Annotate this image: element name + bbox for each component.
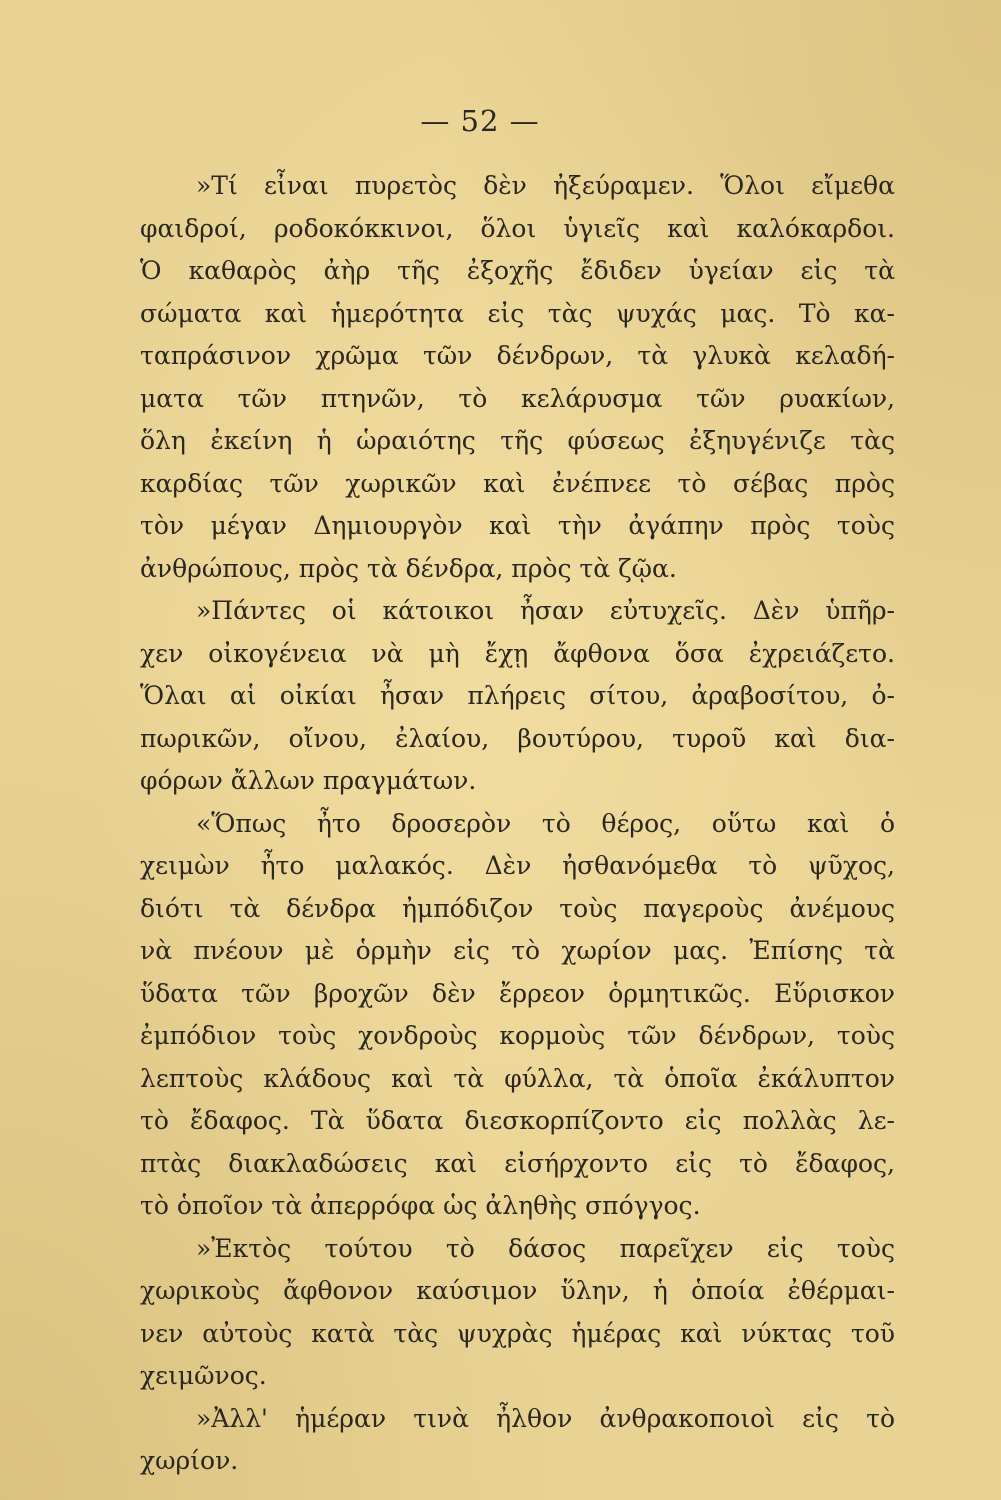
text-line: ταπράσινον χρῶμα τῶν δένδρων, τὰ γλυκὰ κελαδή- <box>140 341 895 370</box>
text-line: πωρικῶν, οἴνου, ἐλαίου, βουτύρου, τυροῦ καὶ δια- <box>140 723 895 753</box>
text-line: νεν αὐτοὺς κατὰ τὰς ψυχρὰς ἡμέρας καὶ νύκτας τοῦ <box>140 1318 895 1348</box>
text-line: »Ἐκτὸς τούτου τὸ δάσος παρεῖχεν εἰς τοὺς <box>196 1233 895 1263</box>
text-line: »Πάντες οἱ κάτοικοι ἦσαν εὐτυχεῖς. Δὲν ὑπῆρ- <box>196 596 895 625</box>
body-text <box>140 165 895 1483</box>
text-line: ματα τῶν πτηνῶν, τὸ κελάρυσμα τῶν ρυακίων, <box>140 383 895 413</box>
text-line: χειμῶνος. <box>140 1361 267 1390</box>
text-line: »Ἀλλ' ἡμέραν τινὰ ἦλθον ἀνθρακοποιοὶ εἰς τὸ <box>196 1403 895 1433</box>
page-number: — 52 — <box>420 104 540 138</box>
text-line: ὅλη ἐκείνη ἡ ὡραιότης τῆς φύσεως ἐξηυγένιζε τὰς <box>140 426 895 455</box>
text-line: πτὰς διακλαδώσεις καὶ εἰσήρχοντο εἰς τὸ ἔδαφος, <box>140 1148 895 1178</box>
text-line: Ὁ καθαρὸς ἀὴρ τῆς ἐξοχῆς ἔδιδεν ὑγείαν εἰς τὰ <box>140 256 895 285</box>
text-line: ἀνθρώπους, πρὸς τὰ δένδρα, πρὸς τὰ ζῷα. <box>140 553 677 583</box>
text-line: χειμὼν ἦτο μαλακός. Δὲν ἠσθανόμεθα τὸ ψῦχος, <box>140 851 895 880</box>
text-line: νὰ πνέουν μὲ ὁρμὴν εἰς τὸ χωρίον μας. Ἐπίσης τὰ <box>140 936 895 965</box>
text-line: Ὅλαι αἱ οἰκίαι ἦσαν πλήρεις σίτου, ἀραβοσίτου, ὀ- <box>140 681 895 710</box>
text-line: ἐμπόδιον τοὺς χονδροὺς κορμοὺς τῶν δένδρων, τοὺς <box>140 1021 895 1050</box>
text-line: σώματα καὶ ἡμερότητα εἰς τὰς ψυχάς μας. Τὸ κα- <box>140 298 895 328</box>
text-line: »Τί εἶναι πυρετὸς δὲν ἠξεύραμεν. Ὅλοι εἴμεθα <box>196 171 895 200</box>
text-line: διότι τὰ δένδρα ἠμπόδιζον τοὺς παγεροὺς ἀνέμους <box>140 893 895 923</box>
text-line: λεπτοὺς κλάδους καὶ τὰ φύλλα, τὰ ὁποῖα ἐκάλυπτον <box>140 1063 895 1093</box>
text-line: ὕδατα τῶν βροχῶν δὲν ἔρρεον ὁρμητικῶς. Εὕρισκον <box>140 978 895 1008</box>
text-line: «Ὅπως ἦτο δροσερὸν τὸ θέρος, οὕτω καὶ ὁ <box>196 808 895 838</box>
text-line: καρδίας τῶν χωρικῶν καὶ ἐνέπνεε τὸ σέβας πρὸς <box>140 468 895 498</box>
text-line: χωρίον. <box>140 1446 239 1475</box>
text-line: τὸ ὁποῖον τὰ ἀπερρόφα ὡς ἀληθὴς σπόγγος. <box>140 1191 701 1220</box>
text-line: χωρικοὺς ἄφθονον καύσιμον ὕλην, ἡ ὁποία ἐθέρμαι- <box>140 1276 895 1305</box>
text-line: τὸν μέγαν Δημιουργὸν καὶ τὴν ἀγάπην πρὸς τοὺς <box>140 511 895 540</box>
text-line: τὸ ἔδαφος. Τὰ ὕδατα διεσκορπίζοντο εἰς πολλὰς λε- <box>140 1106 895 1135</box>
text-line: χεν οἰκογένεια νὰ μὴ ἔχῃ ἄφθονα ὅσα ἐχρειάζετο. <box>140 638 895 668</box>
text-line: φόρων ἄλλων πραγμάτων. <box>140 766 477 795</box>
text-line: φαιδροί, ροδοκόκκινοι, ὅλοι ὑγιεῖς καὶ καλόκαρδοι. <box>140 213 895 243</box>
